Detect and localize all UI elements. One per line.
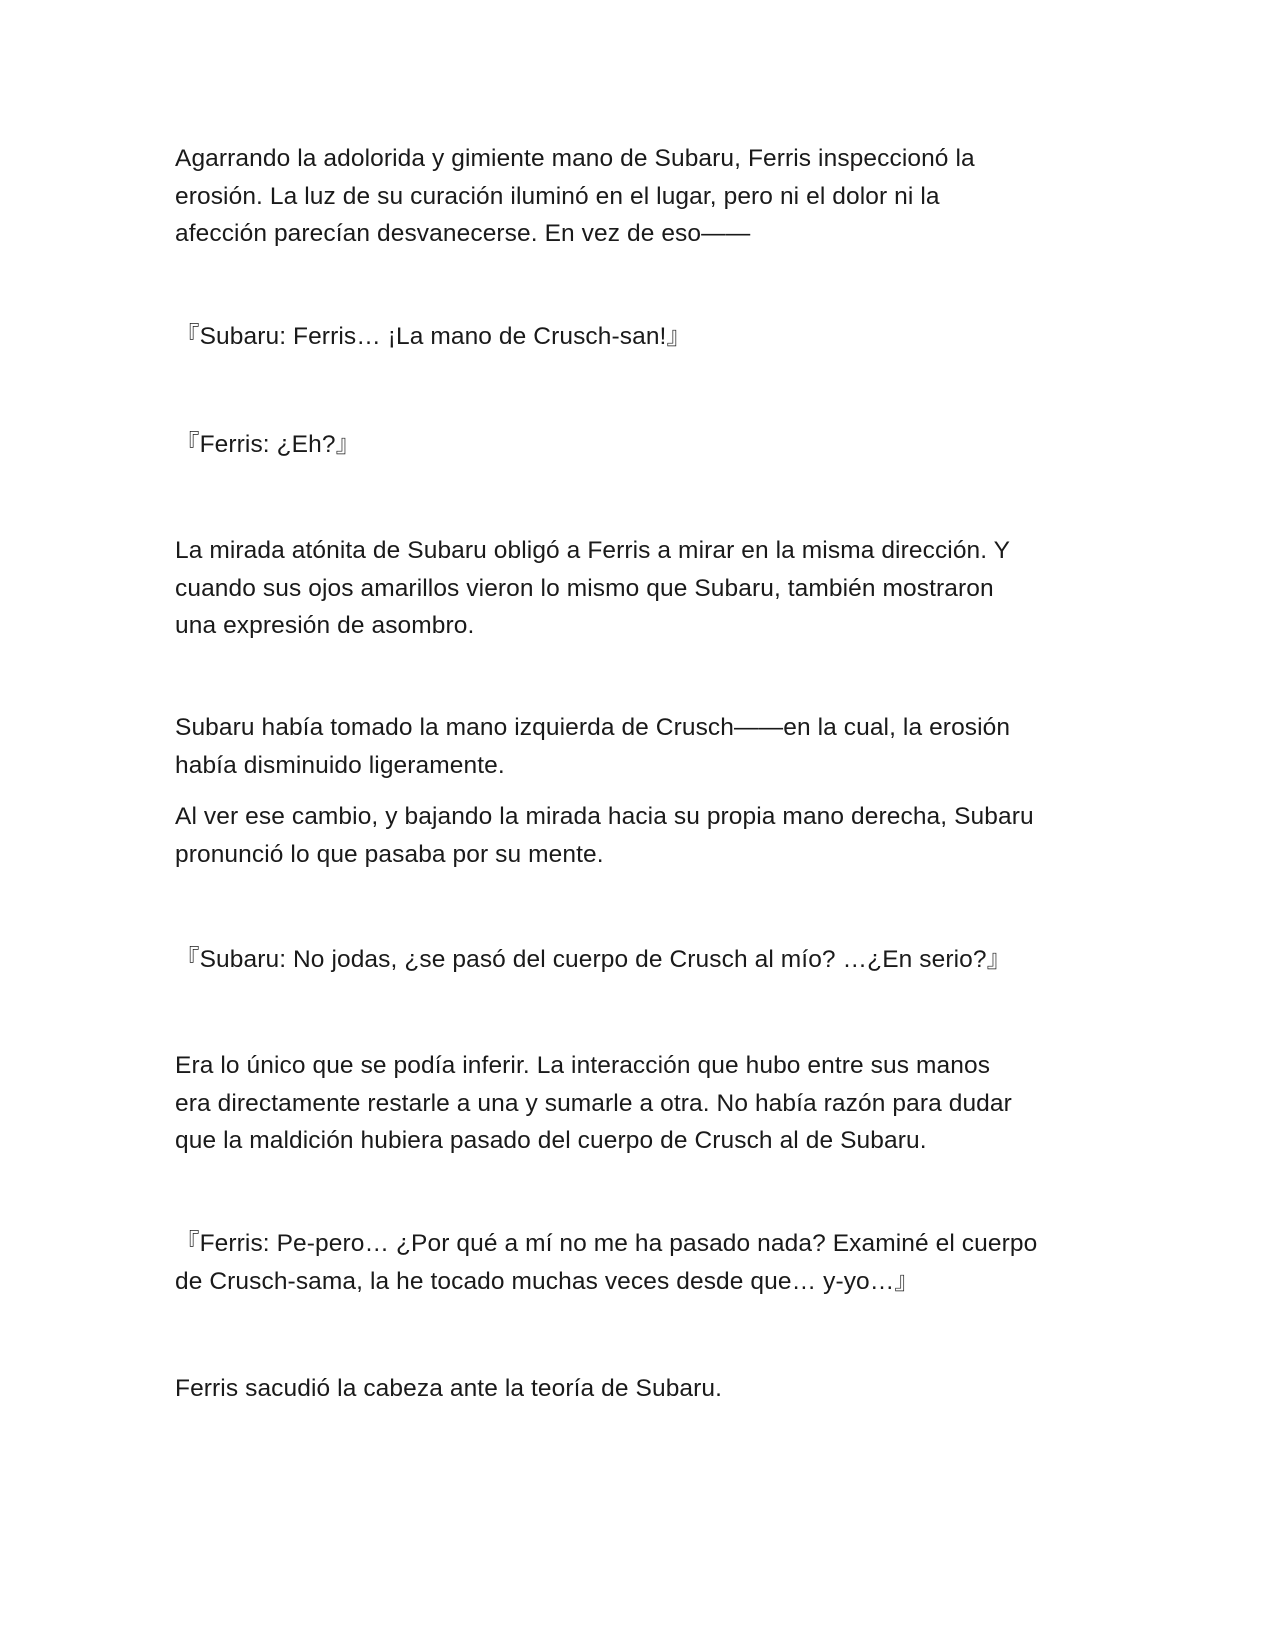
- text-line: Subaru había tomado la mano izquierda de Crusch——en la cual, la erosión: [175, 714, 1011, 741]
- text-line: era directamente restarle a una y sumarle a otra. No había razón para dudar: [175, 1089, 1012, 1117]
- text-line: 『Ferris: ¿Eh?』: [175, 431, 361, 458]
- paragraph-narration-5: [175, 1047, 1105, 1160]
- paragraph-dialogue-subaru-2: [175, 941, 1105, 979]
- text-line: La mirada atónita de Subaru obligó a Ferris a mirar en la misma dirección. Y: [175, 537, 1011, 564]
- text-line: erosión. La luz de su curación iluminó en el lugar, pero ni el dolor ni la: [175, 182, 940, 210]
- text-line: una expresión de asombro.: [175, 612, 475, 639]
- paragraph-dialogue-ferris-2: [175, 1225, 1105, 1300]
- text-line: 『Ferris: Pe-pero… ¿Por qué a mí no me ha pasado nada? Examiné el cuerpo: [175, 1230, 1038, 1257]
- paragraph-dialogue-ferris-1: [175, 426, 1105, 464]
- text-line: Agarrando la adolorida y gimiente mano de Subaru, Ferris inspeccionó la: [175, 145, 975, 172]
- text-line: 『Subaru: No jodas, ¿se pasó del cuerpo de Crusch al mío? …¿En serio?』: [175, 946, 1012, 973]
- paragraph-narration-3: [175, 709, 1105, 784]
- paragraph-narration-6: [175, 1370, 1105, 1408]
- paragraph-narration-1: [175, 140, 1105, 253]
- text-line: Era lo único que se podía inferir. La interacción que hubo entre sus manos: [175, 1052, 991, 1079]
- text-line: cuando sus ojos amarillos vieron lo mismo que Subaru, también mostraron: [175, 574, 994, 602]
- paragraph-dialogue-subaru-1: [175, 318, 1105, 356]
- paragraph-narration-4: [175, 798, 1105, 873]
- text-line: Al ver ese cambio, y bajando la mirada hacia su propia mano derecha, Subaru: [175, 803, 1034, 830]
- text-line: pronunció lo que pasaba por su mente.: [175, 840, 604, 868]
- text-line: afección parecían desvanecerse. En vez de eso——: [175, 220, 751, 247]
- text-line: Ferris sacudió la cabeza ante la teoría de Subaru.: [175, 1375, 723, 1402]
- text-line: 『Subaru: Ferris… ¡La mano de Crusch-san!』: [175, 323, 692, 350]
- text-line: había disminuido ligeramente.: [175, 751, 505, 779]
- text-line: de Crusch-sama, la he tocado muchas veces desde que… y-yo…』: [175, 1267, 919, 1295]
- text-line: que la maldición hubiera pasado del cuerpo de Crusch al de Subaru.: [175, 1127, 927, 1154]
- paragraph-narration-2: [175, 532, 1105, 645]
